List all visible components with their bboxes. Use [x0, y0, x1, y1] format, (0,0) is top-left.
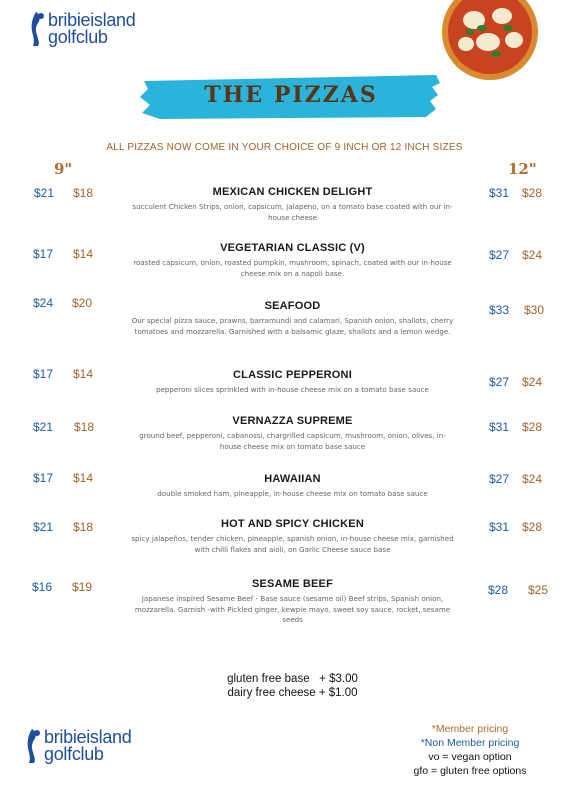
- price-9-member: $14: [73, 367, 94, 381]
- price-12-non-member: $31: [489, 420, 510, 434]
- extras-list: [200, 672, 385, 700]
- price-9-member: $19: [72, 580, 93, 594]
- logo-figure-icon: [26, 10, 48, 48]
- logo-figure-icon: [22, 727, 44, 765]
- club-logo-bottom: [22, 727, 131, 765]
- logo-line1: bribieisland: [48, 10, 136, 30]
- price-9-non-member: $21: [33, 420, 54, 434]
- price-9-member: $14: [73, 471, 94, 485]
- price-12-member: $30: [524, 303, 545, 317]
- logo-line1: bribieisland: [44, 727, 132, 747]
- sizes-note: ALL PIZZAS NOW COME IN YOUR CHOICE OF 9 INCH OR 12 INCH SIZES: [106, 142, 463, 153]
- price-12-non-member: $31: [489, 520, 510, 534]
- logo-line2: golfclub: [44, 744, 104, 764]
- price-12-non-member: $27: [489, 375, 510, 389]
- price-12-non-member: $28: [488, 583, 509, 597]
- price-9-member: $20: [72, 296, 93, 310]
- size-9-heading: 9": [54, 160, 73, 178]
- price-12-member: $28: [522, 186, 543, 200]
- pricing-legend: [400, 722, 540, 778]
- size-12-heading: 12": [508, 160, 537, 178]
- item-name: MEXICAN CHICKEN DELIGHT: [212, 186, 373, 198]
- item-name: HAWAIIAN: [264, 473, 321, 485]
- item-name: VEGETARIAN CLASSIC (V): [220, 242, 365, 254]
- legend-vegan: vo = vegan option: [428, 751, 512, 763]
- club-logo-top: [26, 10, 135, 48]
- extra-gluten-free: gluten free base + $3.00: [227, 673, 358, 685]
- item-description: roasted capsicum, onion, roasted pumpkin, mushroom, spinach, coated with our in-house cheese mix on a napoli base.: [133, 258, 452, 278]
- price-9-member: $18: [74, 420, 95, 434]
- price-9-member: $18: [73, 520, 94, 534]
- extra-dairy-free: dairy free cheese + $1.00: [227, 687, 358, 699]
- item-description: spicy jalapeños, tender chicken, pineapple, spanish onion, in-house cheese mix, garnished with chilli flakes and aioli, on Garlic Cheese sauce base: [131, 534, 454, 554]
- item-description: Our special pizza sauce, prawns, barramundi and calamari, Spanish onion, shallots, cherry tomatoes and mozzarella. Garnished with a balsamic glaze, shallots and a lemon wedge.: [131, 316, 454, 336]
- legend-gluten-free: gfo = gluten free options: [413, 765, 527, 777]
- legend-non-member: *Non Member pricing: [420, 737, 520, 749]
- item-description: succulent Chicken Strips, onion, capsicum, jalapeno, on a tomato base coated with our in-house cheese: [132, 202, 453, 222]
- logo-line2: golfclub: [48, 27, 108, 47]
- price-9-non-member: $24: [33, 296, 54, 310]
- item-name: SEAFOOD: [264, 300, 321, 312]
- price-9-non-member: $17: [33, 471, 54, 485]
- price-12-member: $28: [522, 520, 543, 534]
- item-description: double smoked ham, pineapple, in-house cheese mix on tomato base sauce: [157, 489, 428, 498]
- price-12-non-member: $27: [489, 472, 510, 486]
- item-name: SESAME BEEF: [251, 578, 334, 590]
- price-9-non-member: $16: [32, 580, 53, 594]
- pizza-image: [430, 0, 550, 80]
- price-12-non-member: $31: [489, 186, 510, 200]
- title-banner: [140, 73, 442, 121]
- price-12-member: $28: [522, 420, 543, 434]
- item-description: ground beef, pepperoni, cabanossi, chargrilled capsicum, mushroom, onion, olives, in-house cheese mix on tomato base sauce: [139, 431, 446, 451]
- price-9-member: $14: [73, 247, 94, 261]
- item-name: HOT AND SPICY CHICKEN: [221, 518, 364, 530]
- price-9-non-member: $17: [33, 367, 54, 381]
- price-12-non-member: $33: [489, 303, 510, 317]
- price-12-member: $25: [528, 583, 549, 597]
- item-description: Japanese inspired Sesame Beef - Base sauce (sesame oil) Beef strips, Spanish onion, mozzarella. Garnish -with Pickled ginger, kewpie mayo, sweet soy sauce, rocket, sesame seeds: [134, 594, 451, 624]
- price-9-non-member: $17: [33, 247, 54, 261]
- legend-member: *Member pricing: [431, 723, 509, 735]
- page-title: THE PIZZAS: [204, 82, 378, 108]
- item-description: pepperoni slices sprinkled with in-house cheese mix on a tomato base sauce: [156, 385, 429, 394]
- item-name: CLASSIC PEPPERONI: [233, 369, 352, 381]
- price-9-non-member: $21: [34, 186, 55, 200]
- item-name: VERNAZZA SUPREME: [232, 415, 353, 427]
- price-9-non-member: $21: [33, 520, 54, 534]
- price-12-non-member: $27: [489, 248, 510, 262]
- price-12-member: $24: [522, 248, 543, 262]
- price-9-member: $18: [73, 186, 94, 200]
- price-12-member: $24: [522, 472, 543, 486]
- price-12-member: $24: [522, 375, 543, 389]
